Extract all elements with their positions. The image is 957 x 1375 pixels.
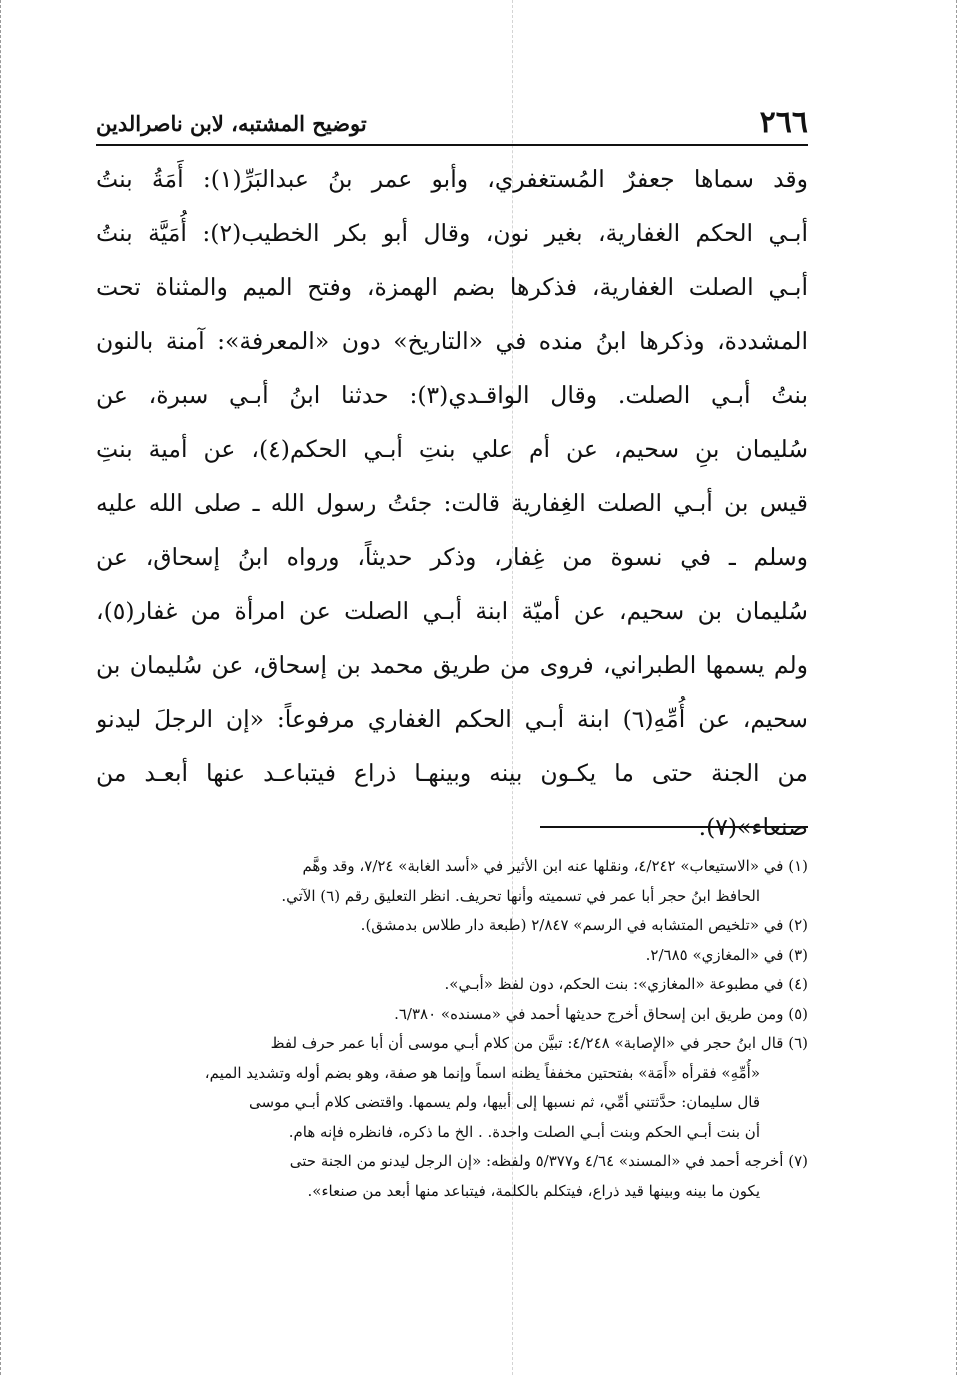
- main-text-line: أبـي الحكم الغفارية، بغير نون، وقال أبو بكر الخطيب(٢): أُمَيَّة بنتُ: [96, 219, 808, 247]
- main-text-line: وسلم ـ في نسوة من غِفار، وذكر حديثاً، ورواه ابنُ إسحاق، عن: [96, 543, 808, 571]
- main-text-line: سحيم، عن أُمِّهِ(٦) ابنة أبـي الحكم الغفاري مرفوعاً: «إن الرجلَ ليدنو: [96, 705, 808, 733]
- main-text-line: قيس بن أبـي الصلت الغِفارية قالت: جئتُ رسول الله ـ صلى الله عليه: [96, 489, 808, 517]
- main-text-line: أبـي الصلت الغفارية، فذكرها بضم الهمزة، وفتح الميم والمثناة تحت: [96, 273, 808, 301]
- footnote-6: (٦) قال ابنُ حجر في «الإصابة» ٤/٢٤٨: تبيَّن من كلام أبـي موسى أن أبا عمر حرف لفظ: [270, 1034, 808, 1052]
- footnote-7: (٧) أخرجه أحمد في «المسند» ٤/٦٤ و٥/٣٧٧ ولفظه: «إن الرجل ليدنو من الجنة حتى: [289, 1152, 808, 1170]
- main-text-line: بنتُ أبـي الصلت. وقال الواقـدي(٣): حدثنا ابنُ أبـي سبرة، عن: [96, 381, 808, 409]
- page-number: ٢٦٦: [759, 105, 808, 140]
- main-text-line: سُليمان بن سحيم، عن أميّة ابنة أبـي الصلت عن امرأة من غفار(٥)،: [96, 597, 808, 625]
- footnote-separator: [540, 826, 808, 828]
- main-text-line: ولم يسمها الطبراني، فروى من طريق محمد بن إسحاق، عن سُليمان بن: [96, 651, 808, 679]
- main-text-line: المشددة، وذكرها ابنُ منده في «التاريخ» دون «المعرفة»: آمنة بالنون: [96, 327, 808, 355]
- footnote-6-continued: قال سليمان: حدَّثتني أمِّي، ثم نسبها إلى أبيها، ولم يسمها. واقتضى كلام أبـي موسى: [249, 1093, 760, 1111]
- footnotes: [96, 852, 808, 1206]
- footnote-2: (٢) في «تلخيص المتشابه في الرسم» ٢/٨٤٧ (طبعة دار طلاس بدمشق).: [360, 916, 808, 934]
- footnote-3: (٣) في «المغازي» ٢/٦٨٥.: [645, 945, 808, 964]
- main-text-line: صنعاء»(٧).: [698, 813, 808, 841]
- running-title: توضيح المشتبه، لابن ناصرالدين: [96, 111, 367, 136]
- main-text-body: [96, 152, 808, 854]
- footnote-6-continued: أن بنت أبـي الحكم وبنت أبـي الصلت واحدة. . الخ ما ذكره، فانظره فإنه هام.: [288, 1122, 760, 1141]
- footnote-1: (١) في «الاستيعاب» ٤/٢٤٢، ونقلها عنه ابن الأثير في «أسد الغابة» ٧/٢٤، وقد وهَّم: [302, 857, 808, 875]
- footnote-5: (٥) ومن طريق ابن إسحاق أخرج حديثها أحمد في «مسنده» ٦/٣٨٠.: [394, 1004, 808, 1023]
- running-head: [96, 104, 808, 146]
- main-text-line: من الجنة حتى ما يكـون بينه وبينهـا ذراع فيتباعـد عنها أبعـد من: [96, 759, 808, 787]
- footnote-6-continued: «أُمِّهِ» فقرأه «أَمَة» بفتحتين مخففاً يظنه اسماً وإنما هو صفة، وهو بضم أوله وتشديد الميم،: [204, 1063, 760, 1082]
- footnote-1-continued: الحافظ ابنُ حجر أبا عمر في تسميته وأنها تحريف. انظر التعليق رقم (٦) الآتي.: [281, 886, 760, 905]
- footnote-4: (٤) في مطبوعة «المغازي»: بنت الحكم، دون لفظ «أبـي».: [444, 975, 808, 993]
- main-text-line: سُليمان بنِ سحيم، عن أم علي بنتِ أبـي الحكم(٤)، عن أمية بنتِ: [96, 435, 808, 463]
- footnote-7-continued: يكون ما بينه وبينها قيد ذراع، فيتكلم بالكلمة، فيتباعد منها أبعد من صنعاء».: [307, 1181, 760, 1200]
- scan-edge-left: [0, 0, 3, 1375]
- main-text-line: وقد سماها جعفرٌ المُستغفري، وأبو عمر بنُ عبدالبَرِّ(١): أَمَةُ بنتُ: [96, 165, 808, 193]
